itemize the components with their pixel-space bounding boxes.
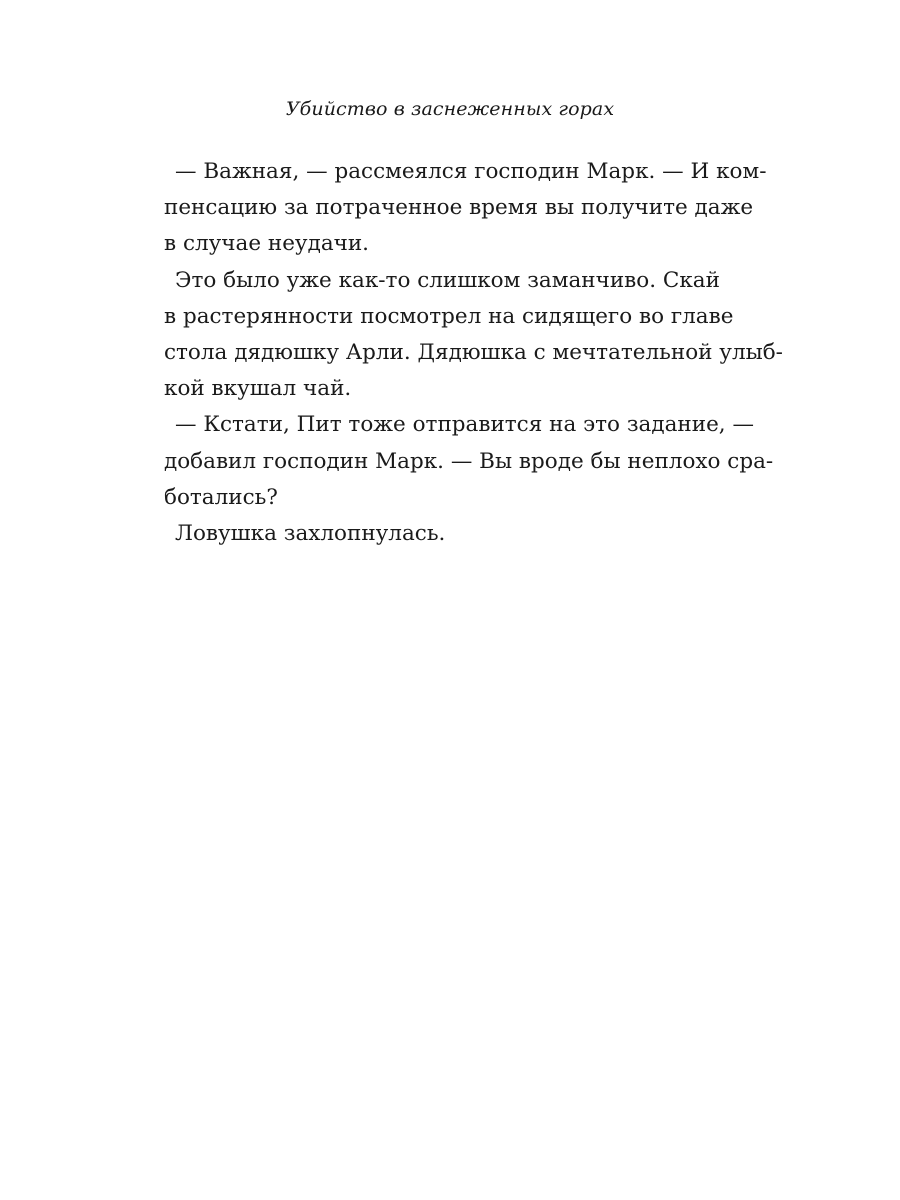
text-line: — Кстати, Пит тоже отправится на это задание, — — [175, 412, 754, 438]
text-line: в растерянности посмотрел на сидящего во главе — [164, 303, 734, 329]
body-text — [164, 154, 783, 552]
text-line: Это было уже как-то слишком заманчиво. Скай — [175, 267, 720, 293]
text-line: стола дядюшку Арли. Дядюшка с мечтательной улыб- — [164, 339, 783, 365]
text-line: кой вкушал чай. — [164, 376, 352, 402]
text-line: — Важная, — рассмеялся господин Марк. — И ком- — [175, 159, 767, 184]
running-header: Убийство в заснеженных горах — [285, 98, 615, 120]
text-line: ботались? — [164, 484, 278, 510]
text-line: в случае неудачи. — [164, 231, 370, 257]
text-line: Ловушка захлопнулась. — [175, 520, 446, 546]
text-line: добавил господин Марк. — Вы вроде бы неплохо сра- — [164, 448, 774, 474]
text-line: пенсацию за потраченное время вы получите даже — [164, 195, 754, 221]
